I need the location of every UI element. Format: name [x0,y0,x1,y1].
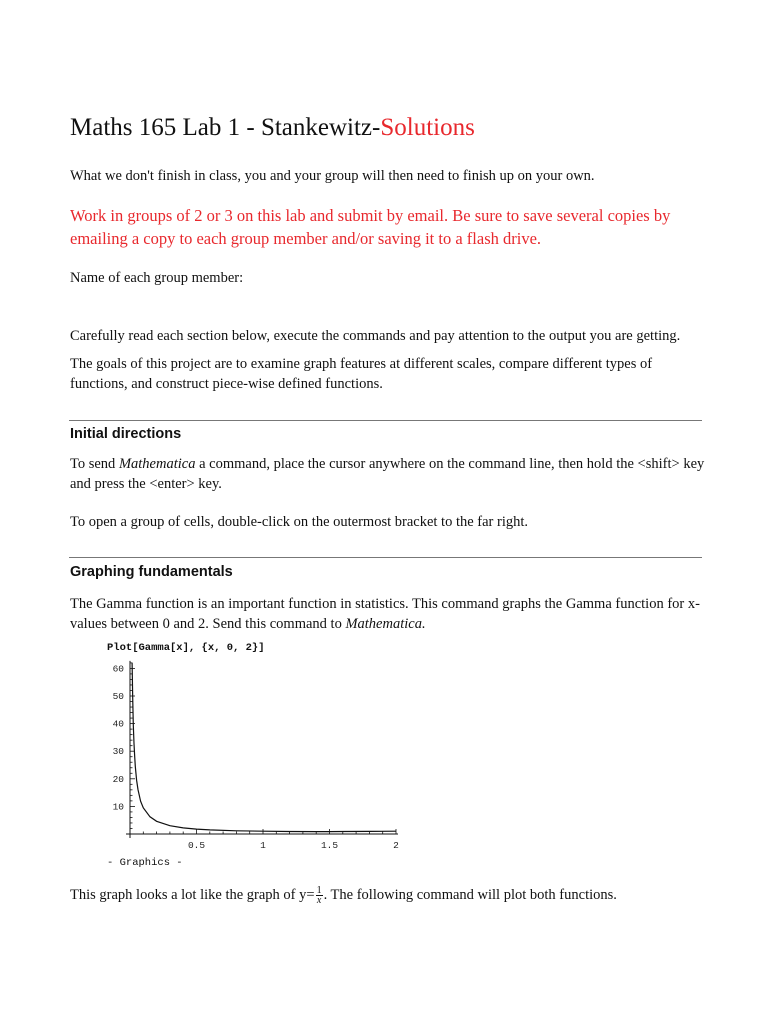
send-command-text: To send Mathematica a command, place the cursor anywhere on the command line, then hold the <shift> key and press the <enter> key. [70,456,705,492]
section-divider [69,420,702,421]
y-tick-label: 40 [112,718,124,730]
page-title: Maths 165 Lab 1 - Stankewitz-Solutions [70,114,475,141]
open-group-text: To open a group of cells, double-click on the outermost bracket to the far right. [70,514,529,530]
y-tick-label: 50 [112,691,124,702]
y-tick-label: 60 [112,663,124,675]
section-divider [69,557,702,558]
instructions-red: Work in groups of 2 or 3 on this lab and submit by email. Be sure to save several copies by emailing a copy to each group member and/or saving it to a flash drive. [70,206,671,248]
intro-text: What we don't finish in class, you and your group will then need to finish up on your own. [70,168,595,184]
one-over-x-fraction: $\frac{1}{x}$ [316,885,322,907]
x-tick-label: 0.5 [187,840,206,851]
gamma-text: The Gamma function is an important function in statistics. This command graphs the Gamma function for x-values between 0 and 2. Send this command to Mathematica. [70,596,700,632]
gamma-curve-line [132,663,396,832]
x-tick-label: 1.5 [320,840,339,851]
after-plot-text: This graph looks a lot like the graph of y= $\frac{1}{x}$ . The following command will plot both functions. [70,885,617,907]
y-tick-label: 20 [112,773,124,785]
gamma-plot [108,656,408,856]
y-tick-label: 30 [112,746,124,758]
y-tick-label: 10 [112,801,124,813]
names-label: Name of each group member: [70,270,244,286]
initial-directions-heading: Initial directions [70,426,182,442]
graphing-heading: Graphing fundamentals [70,564,233,580]
read-note: Carefully read each section below, execute the commands and pay attention to the output you are getting. [70,328,681,344]
title-solutions: Solutions [380,114,475,141]
x-tick-label: 2 [393,840,399,851]
goals-text: The goals of this project are to examine graph features at different scales, compare different types of functions, and construct piece-wise defined functions. [70,356,653,392]
graphics-output-label: - Graphics - [107,857,183,869]
x-tick-label: 1 [260,840,266,851]
plot-command[interactable]: Plot[Gamma[x], {x, 0, 2}] [107,642,265,654]
